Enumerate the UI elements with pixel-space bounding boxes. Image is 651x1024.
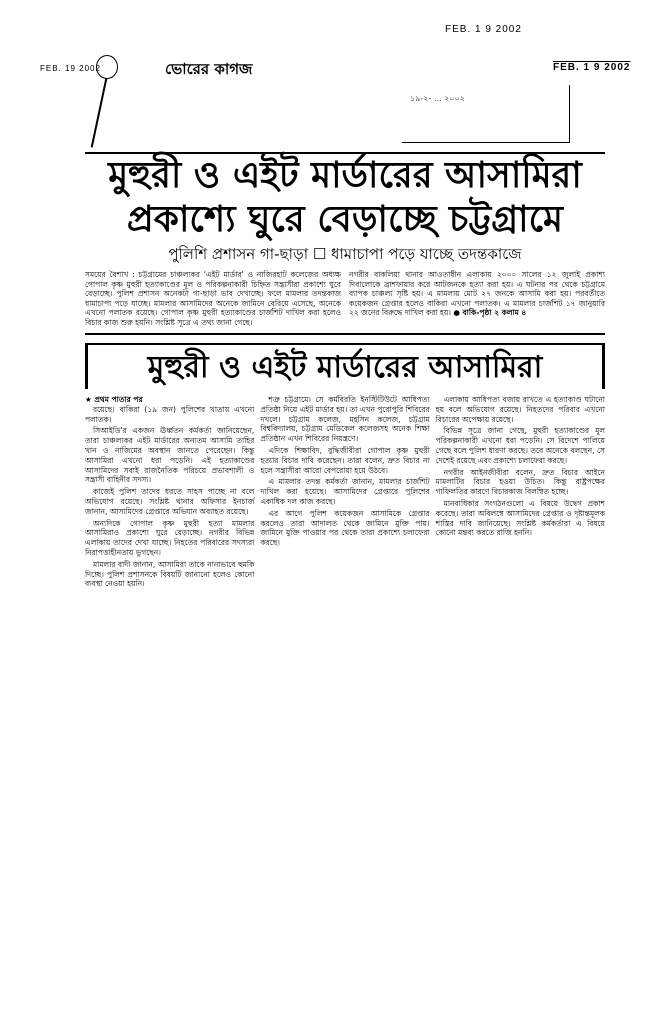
paragraph: এলাকায় আধিপত্য বজায় রাখতে এ হত্যাকাণ্ড ঘটানো হয় বলে অভিযোগ রয়েছে। নিহতদের পরিবার এখনো বিচারের অপেক্ষায় রয়েছে। [435,395,605,424]
date-stamp-left: FEB. 19 2002 [40,64,101,73]
intro-row [85,270,605,327]
date-stamp-right: FEB. 1 9 2002 [553,62,631,73]
date-stamp-top: FEB. 1 9 2002 [445,24,522,35]
clip-note-box [402,85,570,143]
body-columns [85,395,605,591]
paragraph: এর আগে পুলিশ কয়েকজন আসামিকে গ্রেপ্তার করলেও তারা আদালত থেকে জামিনে মুক্তি পায়। জামিনে মুক্তি পাওয়ার পর থেকে তারা প্রকাশ্যে চলাফেরা করছে। [260,508,430,548]
intro-right-text: নগরীর বাকলিয়া থানার আওতাধীন এলাকায় ২০০০ সালের ১২ জুলাই প্রকাশ্য দিবালোকে ব্রাশফায়ার করে আটজনকে হত্যা করা হয়। এ ঘটনার পর থেকে চট্টগ্রামে ব্যাপক চাঞ্চল্য সৃষ্টি হয়। এ মামলায় মোট ২৭ জনকে আসামি করা হয়। পরবর্তীতে কয়েকজন গ্রেপ্তার হলেও বাকিরা এখনো পলাতক। এ মামলার চার্জশিট ১৭ জানুয়ারি ২২ জনের বিরুদ্ধে দাখিল করা হয়। [349,270,605,317]
divider [85,333,605,335]
article [85,152,605,591]
newspaper-name: ভোরের কাগজ [165,60,253,78]
continued-note: ● বাকি-পৃষ্ঠা ২ কলাম ৪ [453,308,527,317]
paragraph: সিআইডি'র একজন ঊর্ধ্বতন কর্মকর্তা জানিয়েছেন, তারা চাঞ্চল্যকর এইট মার্ডারের অন্যতম আসামি তাহির খান ও নাজিমের অবস্থান জানতে পেরেছেন। কিন্তু আসামিরা এখনো ধরা পড়েনি। এই হত্যাকাণ্ডের আসামিদের সবাই রাজনৈতিক পরিচয়ে প্রভাবশালী ও সন্ত্রাসী বাহিনীর সদস্য। [85,426,255,485]
body-column-1 [85,395,254,591]
handwritten-circle [96,55,118,79]
subheadline: পুলিশি প্রশাসন গা-ছাড়া ☐ ধামাচাপা পড়ে যাচ্ছে তদন্তকাজে [168,245,522,263]
headline-line2: প্রকাশ্যে ঘুরে বেড়াচ্ছে চট্টগ্রামে [126,199,564,240]
intro-right [349,270,605,327]
paragraph: শত্রু চট্টগ্রামে। সে কর্মবিরতি ইনস্টিটিউটে আধিপত্য প্রতিষ্ঠা নিয়ে এইট মার্ডার হয়। তা এখন পুরোপুরি শিবিরের দখলে। চট্টগ্রাম কলেজ, মহসিন কলেজ, চট্টগ্রাম বিশ্ববিদ্যালয়, চট্টগ্রাম মেডিকেল কলেজসহ অনেক শিক্ষা প্রতিষ্ঠান এখন শিবিরের নিয়ন্ত্রণে। [260,395,430,444]
intro-left: সময়ের বৈশাখ : চট্টগ্রামের চাঞ্চল্যকর 'এইট মার্ডার' ও নাজিরহাট কলেজের অধ্যক্ষ গোপাল কৃষ্ণ মুহুরী হত্যাকাণ্ডের মূল ও পরিকল্পনাকারী চিহ্নিত সন্ত্রাসীরা প্রকাশ্যে ঘুরে বেড়াচ্ছে। পুলিশ প্রশাসন অনেকটা গা-ছাড়া ভাব দেখাচ্ছে। ফলে মামলার তদন্তকাজ ধামাচাপা পড়ে যাচ্ছে। মামলার আসামিদের অনেকে জামিনে বেরিয়ে এসেছে, অনেকে এখনো পলাতক রয়েছে। গোপাল কৃষ্ণ মুহুরী হত্যাকাণ্ডের চার্জশিট দাখিল করা হলেও বিচার কাজ শুরু হয়নি। সংশ্লিষ্ট সূত্রে এ তথ্য জানা গেছে। [85,270,341,327]
paragraph: নগরীর আইনজীবীরা বলেন, দ্রুত বিচার আইনে মামলাটির বিচার হওয়া উচিত। কিন্তু রাষ্ট্রপক্ষের গাফিলতির কারণে বিচারকাজ বিলম্বিত হচ্ছে। [435,467,605,497]
paragraph: বিভিন্ন সূত্রে জানা গেছে, মুহুরী হত্যাকাণ্ডের মূল পরিকল্পনাকারী এখনো ধরা পড়েনি। সে বিদেশে পালিয়ে গেছে বলে পুলিশ ধারণা করছে। তবে অনেকে বলছেন, সে দেশেই রয়েছে এবং প্রকাশ্যে চলাফেরা করছে। [435,426,605,465]
headline-line1: মুহুরী ও এইট মার্ডারের আসামিরা [108,155,582,196]
jump-headline: মুহুরী ও এইট মার্ডারের আসামিরা [85,343,605,389]
handwritten-line [91,79,108,148]
jump-from-label: ★ প্রথম পাতার পর [85,395,143,404]
paragraph: মানবাধিকার সংগঠনগুলো এ বিষয়ে উদ্বেগ প্রকাশ করেছে। তারা অবিলম্বে আসামিদের গ্রেপ্তার ও দৃষ্টান্তমূলক শাস্তির দাবি জানিয়েছে। সংশ্লিষ্ট কর্মকর্তারা এ বিষয়ে কোনো মন্তব্য করতে রাজি হননি। [435,498,605,538]
paragraph: এ মামলার তদন্ত কর্মকর্তা জানান, মামলার চার্জশিট দাখিল করা হয়েছে। আসামিদের গ্রেপ্তারে পুলিশের একাধিক দল কাজ করছে। [260,477,430,506]
body-column-2 [260,395,429,591]
paragraph: অন্যদিকে গোপাল কৃষ্ণ মুহুরী হত্যা মামলার আসামিরাও প্রকাশ্যে ঘুরে বেড়াচ্ছে। নগরীর বিভিন্ন এলাকায় তাদের দেখা যাচ্ছে। নিহতের পরিবারের সদস্যরা নিরাপত্তাহীনতায় ভুগছেন। [85,518,255,557]
body-column-3 [436,395,605,591]
paragraph: রয়েছে। বাকিরা (১৯ জন) পুলিশের খাতায় এখনো পলাতক। [85,404,255,424]
paragraph: মামলার বাদী জানান, আসামিরা তাকে নানাভাবে হুমকি দিচ্ছে। পুলিশ প্রশাসনকে বিষয়টি জানানো হলেও কোনো ব্যবস্থা নেওয়া হয়নি। [85,559,255,589]
clip-note: ১৯-২- ... ২০০২ [410,94,465,103]
paragraph: এদিকে শিক্ষাবিদ, বুদ্ধিজীবীরা গোপাল কৃষ্ণ মুহুরী হত্যার বিচার দাবি করেছেন। তারা বলেন, দ্রুত বিচার না হলে সন্ত্রাসীরা আরো বেপরোয়া হয়ে উঠবে। [260,445,430,475]
paragraph: কাজেই পুলিশ তাদের ধরতে সাহস পাচ্ছে না বলে অভিযোগ রয়েছে। সংশ্লিষ্ট থানার অফিসার ইনচার্জ জানান, আসামিদের গ্রেপ্তারে অভিযান অব্যাহত রয়েছে। [85,487,255,516]
